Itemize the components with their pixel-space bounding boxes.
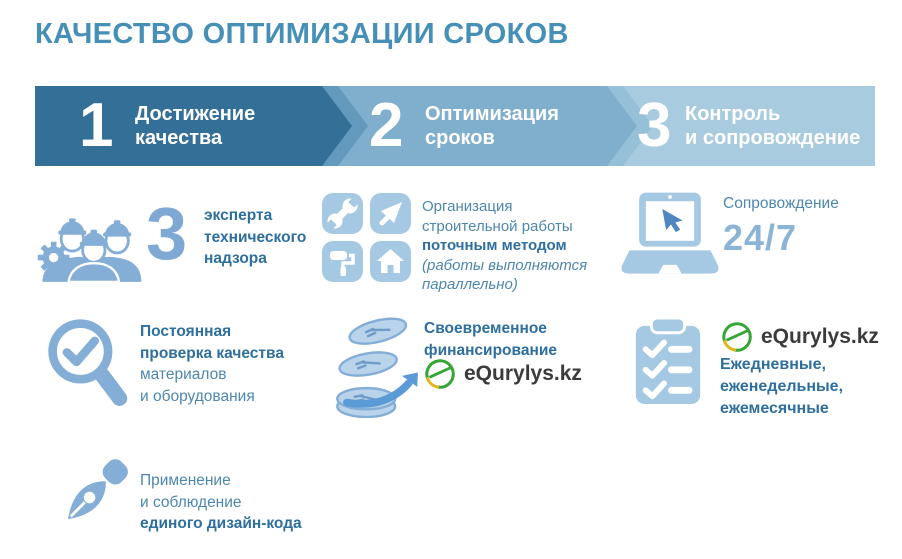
equrylys-logo-icon	[423, 357, 457, 391]
pen-nib-icon	[52, 452, 138, 543]
step1-label: Достижение качества	[135, 103, 256, 149]
house-icon	[370, 241, 411, 282]
clipboard-checklist-icon	[628, 316, 708, 413]
experts-text: эксперта технического надзора	[204, 207, 307, 267]
magnifier-check-icon	[44, 314, 132, 413]
equrylys-logo-icon	[720, 320, 754, 354]
equrylys-logo-text: eQurylys.kz	[464, 362, 582, 385]
support-24-7: 24/7	[723, 216, 798, 258]
step2-label: Оптимизация сроков	[425, 103, 559, 149]
design-code-text: Применение и соблюдение единого дизайн-кода	[140, 472, 302, 532]
step3-label: Контроль и сопровождение	[685, 103, 861, 149]
workers-icon	[35, 194, 147, 287]
equrylys-logo-2	[720, 320, 879, 354]
page-title: КАЧЕСТВО ОПТИМИЗАЦИИ СРОКОВ	[35, 18, 569, 50]
support-text: Сопровождение 24/7	[723, 195, 839, 258]
step3-number: 3	[637, 91, 672, 160]
step2-number: 2	[369, 91, 404, 160]
coins-icon	[318, 310, 426, 423]
paint-roller-icon	[322, 241, 363, 282]
quality-check-text: Постоянная проверка качества материалов и оборудования	[140, 323, 284, 405]
equrylys-logo-text: eQurylys.kz	[761, 325, 879, 348]
wrench-icon	[322, 193, 363, 234]
equrylys-logo	[423, 357, 582, 391]
laptop-cursor-icon	[616, 190, 724, 285]
step1-number: 1	[79, 91, 114, 160]
trowel-icon	[370, 193, 411, 234]
flow-method-text: Организация строительной работы поточным методом (работы выполняются параллельно)	[422, 198, 588, 293]
steps-banner	[35, 86, 875, 166]
experts-count: 3	[146, 192, 188, 275]
construction-tools-icons	[322, 193, 411, 282]
financing-text: Своевременное финансирование	[424, 320, 557, 359]
reports-text: Ежедневные, еженедельные, ежемесячные	[720, 356, 844, 417]
